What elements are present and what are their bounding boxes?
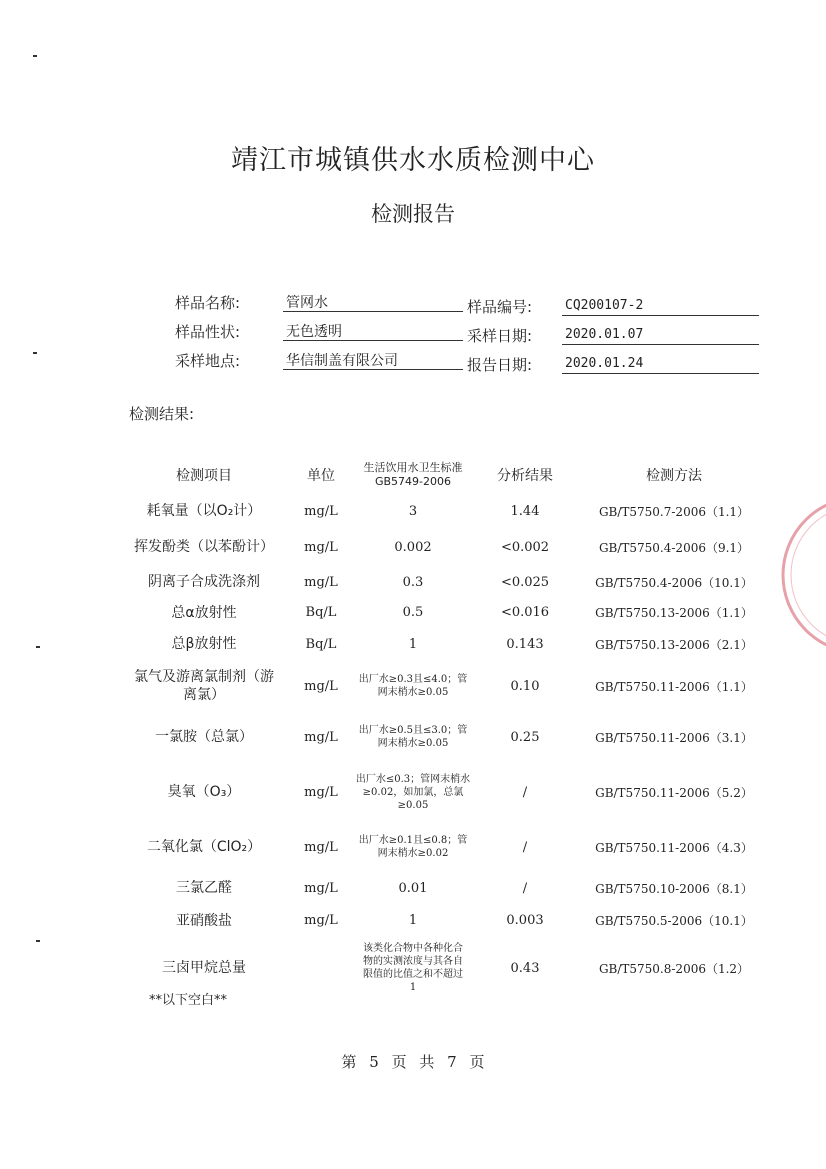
cell-unit: mg/L [304,539,338,555]
sample-property-value: 无色透明 [286,324,342,340]
underline [562,344,759,345]
blank-note: **以下空白** [149,993,228,1008]
table-row [120,495,770,527]
cell-result: <0.025 [500,574,550,590]
red-seal-icon [776,490,826,660]
cell-method: GB/T5750.11-2006（5.2） [595,785,753,800]
cell-result: 0.10 [510,678,540,694]
cell-method: GB/T5750.13-2006（1.1） [595,606,753,620]
cell-standard: 0.3 [402,574,424,590]
cell-method: GB/T5750.11-2006（4.3） [595,840,753,855]
cell-unit: mg/L [304,913,338,928]
cell-standard: 0.5 [402,605,424,620]
underline [562,315,759,316]
cell-unit: mg/L [304,574,338,590]
sampling-date-value: 2020.01.07 [565,327,644,342]
table-row [120,567,770,597]
cell-item: 亚硝酸盐 [176,912,232,929]
cell-result: <0.002 [500,539,550,555]
cell-item: 一氯胺（总氯） [155,729,253,745]
cell-standard: 出厂水≤0.3；管网末梢水≥0.02，如加氯，总氯≥0.05 [355,773,471,811]
cell-method: GB/T5750.13-2006（2.1） [595,637,753,652]
cell-result: / [522,880,528,896]
cell-method: GB/T5750.10-2006（8.1） [595,881,753,896]
header-unit: 单位 [307,468,335,484]
scan-mark [36,646,40,648]
cell-item: 挥发酚类（以苯酚计） [134,539,274,555]
cell-result: 0.003 [506,913,544,928]
cell-result: 0.25 [510,729,540,745]
cell-method: GB/T5750.4-2006（10.1） [595,575,753,590]
header-item: 检测项目 [176,468,232,484]
cell-method: GB/T5750.4-2006（9.1） [598,540,750,555]
header-standard: 生活饮用水卫生标准GB5749-2006 [363,461,463,488]
scan-mark [33,352,37,354]
cell-standard: 0.002 [394,539,432,555]
table-row [120,904,770,937]
cell-result: 1.44 [510,503,540,519]
cell-item: 二氧化氯（ClO₂） [146,839,262,855]
table-header-row [120,455,770,495]
cell-unit: mg/L [304,503,338,519]
cell-standard: 0.01 [398,880,428,896]
cell-result: <0.016 [500,605,550,620]
cell-item: 三氯乙醛 [176,880,232,896]
sample-property-label: 样品性状: [175,323,241,341]
report-date-label: 报告日期: [467,356,533,374]
sampling-location-label: 采样地点: [175,352,241,370]
sample-id-label: 样品编号: [467,298,533,316]
table-row [120,597,770,628]
sampling-date-label: 采样日期: [467,327,533,345]
underline [283,340,463,341]
cell-method: GB/T5750.7-2006（1.1） [598,504,750,519]
table-row [120,527,770,567]
cell-method: GB/T5750.11-2006（3.1） [595,730,753,745]
cell-method: GB/T5750.11-2006（1.1） [595,679,753,694]
underline [283,369,463,370]
table-row [120,872,770,904]
cell-result: / [522,839,528,855]
cell-standard: 1 [408,913,418,928]
cell-standard: 3 [408,503,418,519]
cell-method: GB/T5750.8-2006（1.2） [598,961,750,976]
scan-mark [33,55,37,57]
page-footer: 第 5 页 共 7 页 [341,1053,485,1071]
cell-item: 总β放射性 [171,636,237,652]
cell-standard: 出厂水≥0.5且≤3.0；管网末梢水≥0.05 [358,725,468,749]
sample-name-label: 样品名称: [175,294,241,312]
report-date-value: 2020.01.24 [565,356,644,371]
table-row [120,822,770,872]
sample-name-value: 管网水 [286,295,328,311]
cell-unit: mg/L [304,839,338,855]
sample-id-value: CQ200107-2 [565,298,644,313]
cell-item: 三卤甲烷总量 [162,960,246,976]
underline [562,373,759,374]
table-row [120,712,770,762]
cell-standard: 该类化合物中各种化合物的实测浓度与其各自限值的比值之和不超过1 [363,943,463,993]
cell-unit: Bq/L [305,636,337,652]
cell-result: 0.43 [510,960,540,976]
cell-item: 氯气及游离氯制剂（游离氯） [134,669,274,703]
header-result: 分析结果 [497,468,553,484]
cell-standard: 出厂水≥0.3且≤4.0；管网末梢水≥0.05 [358,674,468,698]
results-label: 检测结果: [129,405,195,423]
cell-standard: 1 [408,636,418,652]
cell-unit: mg/L [304,880,338,896]
cell-item: 臭氧（O₃） [167,784,241,800]
results-table [120,455,770,999]
cell-unit: Bq/L [305,605,337,620]
cell-result: / [522,784,528,800]
table-row [120,628,770,660]
cell-method: GB/T5750.5-2006（10.1） [595,914,753,928]
scan-mark [36,940,40,942]
cell-unit: mg/L [304,729,338,745]
cell-unit: mg/L [304,784,338,800]
cell-unit: mg/L [304,678,338,694]
cell-unit [288,937,354,999]
header-method: 检测方法 [646,468,702,484]
cell-result: 0.143 [506,636,544,652]
underline [283,311,463,312]
sampling-location-value: 华信制盖有限公司 [286,353,398,369]
org-title: 靖江市城镇供水水质检测中心 [231,145,595,176]
cell-standard: 出厂水≥0.1且≤0.8；管网末梢水≥0.02 [358,835,468,859]
table-row [120,762,770,822]
cell-item: 总α放射性 [171,604,237,621]
cell-item: 耗氧量（以O₂计） [146,503,262,519]
report-title: 检测报告 [371,202,455,226]
table-row [120,660,770,712]
cell-item: 阴离子合成洗涤剂 [148,574,260,590]
